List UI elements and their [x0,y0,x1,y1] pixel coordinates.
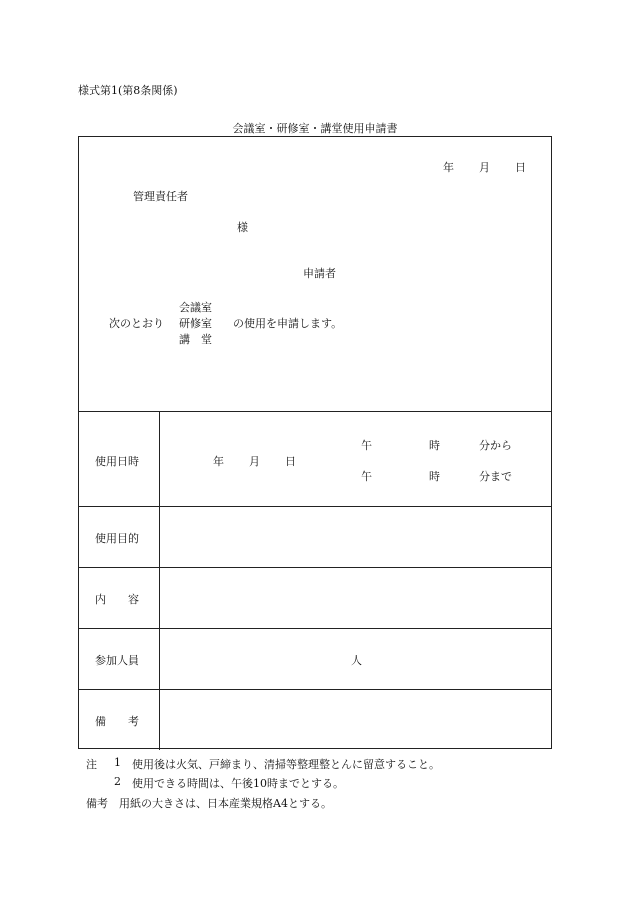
content-label: 内 容 [95,593,139,606]
form-title: 会議室・研修室・講堂使用申請書 [232,122,398,135]
note-text: 使用できる時間は、午後10時までとする。 [132,777,344,790]
usage-datetime-label: 使用日時 [95,455,139,468]
form-number: 様式第1(第8条関係) [78,84,178,97]
intro-suffix: の使用を申請します。 [233,317,343,330]
applicant-label: 申請者 [303,267,336,280]
date-month: 月 [479,161,490,174]
attendees-unit: 人 [351,654,362,667]
start-minute: 分から [479,439,512,452]
room-option: 講 堂 [179,333,212,346]
table-divider [79,628,551,629]
note-prefix: 注 [86,758,97,771]
date-day: 日 [515,161,526,174]
room-option: 会議室 [179,301,212,314]
table-column-divider [159,411,160,750]
intro-prefix: 次のとおり [109,317,164,330]
attendees-label: 参加人員 [95,654,139,667]
table-divider [79,567,551,568]
note-text: 使用後は火気、戸締まり、清掃等整理整とんに留意すること。 [132,758,440,771]
note-number: 2 [114,775,121,788]
addressee-label: 管理責任者 [133,190,188,203]
honorific: 様 [237,221,248,234]
end-hour: 時 [429,470,440,483]
usage-year: 年 [213,455,224,468]
purpose-label: 使用目的 [95,532,139,545]
usage-month: 月 [249,455,260,468]
application-form [78,136,552,749]
remark-note: 備考 用紙の大きさは、日本産業規格A4とする。 [86,797,332,810]
room-option: 研修室 [179,317,212,330]
table-divider [79,411,551,412]
date-year: 年 [443,161,454,174]
end-minute: 分まで [479,470,512,483]
start-ampm: 午 [361,439,372,452]
note-number: 1 [114,756,121,769]
usage-day: 日 [285,455,296,468]
remarks-label: 備 考 [95,715,139,728]
start-hour: 時 [429,439,440,452]
table-divider [79,689,551,690]
table-divider [79,506,551,507]
end-ampm: 午 [361,470,372,483]
